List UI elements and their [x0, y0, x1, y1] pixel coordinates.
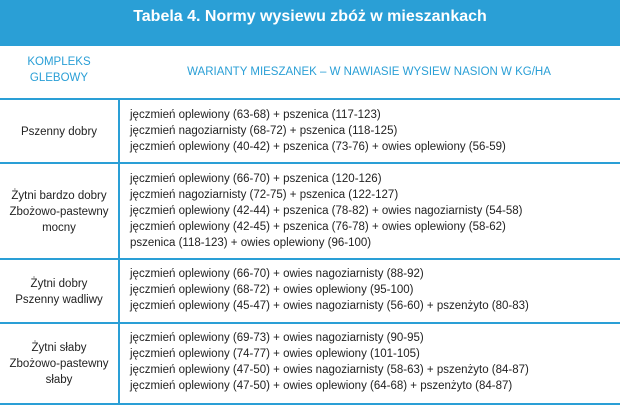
variant-line: jęczmień oplewiony (47-50) + owies nagoziarnisty (58-63) + pszenżyto (84-87) [130, 364, 529, 376]
header-mixture-variants: WARIANTY MIESZANEK – W NAWIASIE WYSIEW NASION W KG/HA [187, 66, 551, 78]
table-header-row [0, 44, 620, 100]
variant-line: jęczmień oplewiony (40-42) + pszenica (73-76) + owies oplewiony (56-59) [130, 141, 506, 153]
variant-line: jęczmień oplewiony (69-73) + owies nagoziarnisty (90-95) [130, 332, 424, 344]
soil-line: Pszenny dobry [20, 126, 98, 138]
variant-line: jęczmień oplewiony (42-45) + pszenica (76-78) + owies oplewiony (58-62) [130, 221, 506, 233]
header-soil-line: GLEBOWY [29, 72, 89, 84]
variant-line: jęczmień oplewiony (45-47) + owies nagoziarnisty (56-60) + pszenżyto (80-83) [130, 300, 529, 312]
header-soil-line: KOMPLEKS [27, 56, 91, 68]
table-row [0, 324, 620, 405]
variant-line: jęczmień oplewiony (74-77) + owies oplewiony (101-105) [130, 348, 420, 360]
soil-complex-cell [0, 276, 118, 308]
variant-line: jęczmień nagoziarnisty (68-72) + pszenica (118-125) [130, 125, 398, 137]
variant-line: jęczmień oplewiony (68-72) + owies oplewiony (95-100) [130, 284, 414, 296]
table-title: Tabela 4. Normy wysiewu zbóż w mieszankach [133, 8, 487, 25]
soil-complex-cell [0, 188, 118, 236]
soil-line: Zbożowo-pastewny [9, 206, 109, 218]
variants-cell [130, 330, 614, 394]
table-row [0, 100, 620, 164]
table-title-bar [0, 0, 620, 48]
soil-complex-cell [0, 340, 118, 388]
soil-line: Pszenny wadliwy [15, 294, 103, 306]
variants-cell [130, 266, 614, 314]
variant-line: jęczmień oplewiony (47-50) + owies oplewiony (64-68) + pszenżyto (84-87) [130, 380, 513, 392]
soil-line: słaby [45, 374, 73, 386]
variant-line: jęczmień nagoziarnisty (72-75) + pszenica (122-127) [130, 189, 399, 201]
variants-cell [130, 171, 614, 251]
header-soil-complex [0, 54, 118, 86]
soil-line: Zbożowo-pastewny [9, 358, 109, 370]
table-row [0, 164, 620, 260]
soil-line: Żytni dobry [30, 278, 88, 290]
variant-line: pszenica (118-123) + owies oplewiony (96-100) [130, 237, 372, 249]
variants-cell [130, 107, 614, 155]
variant-line: jęczmień oplewiony (42-44) + pszenica (78-82) + owies nagoziarnisty (54-58) [130, 205, 523, 217]
table-row [0, 260, 620, 324]
variant-line: jęczmień oplewiony (63-68) + pszenica (117-123) [130, 109, 381, 121]
variant-line: jęczmień oplewiony (66-70) + owies nagoziarnisty (88-92) [130, 268, 424, 280]
soil-complex-cell [0, 124, 118, 140]
soil-line: mocny [42, 222, 76, 234]
soil-line: Żytni słaby [31, 342, 87, 354]
soil-line: Żytni bardzo dobry [11, 190, 107, 202]
variant-line: jęczmień oplewiony (66-70) + pszenica (120-126) [130, 173, 382, 185]
